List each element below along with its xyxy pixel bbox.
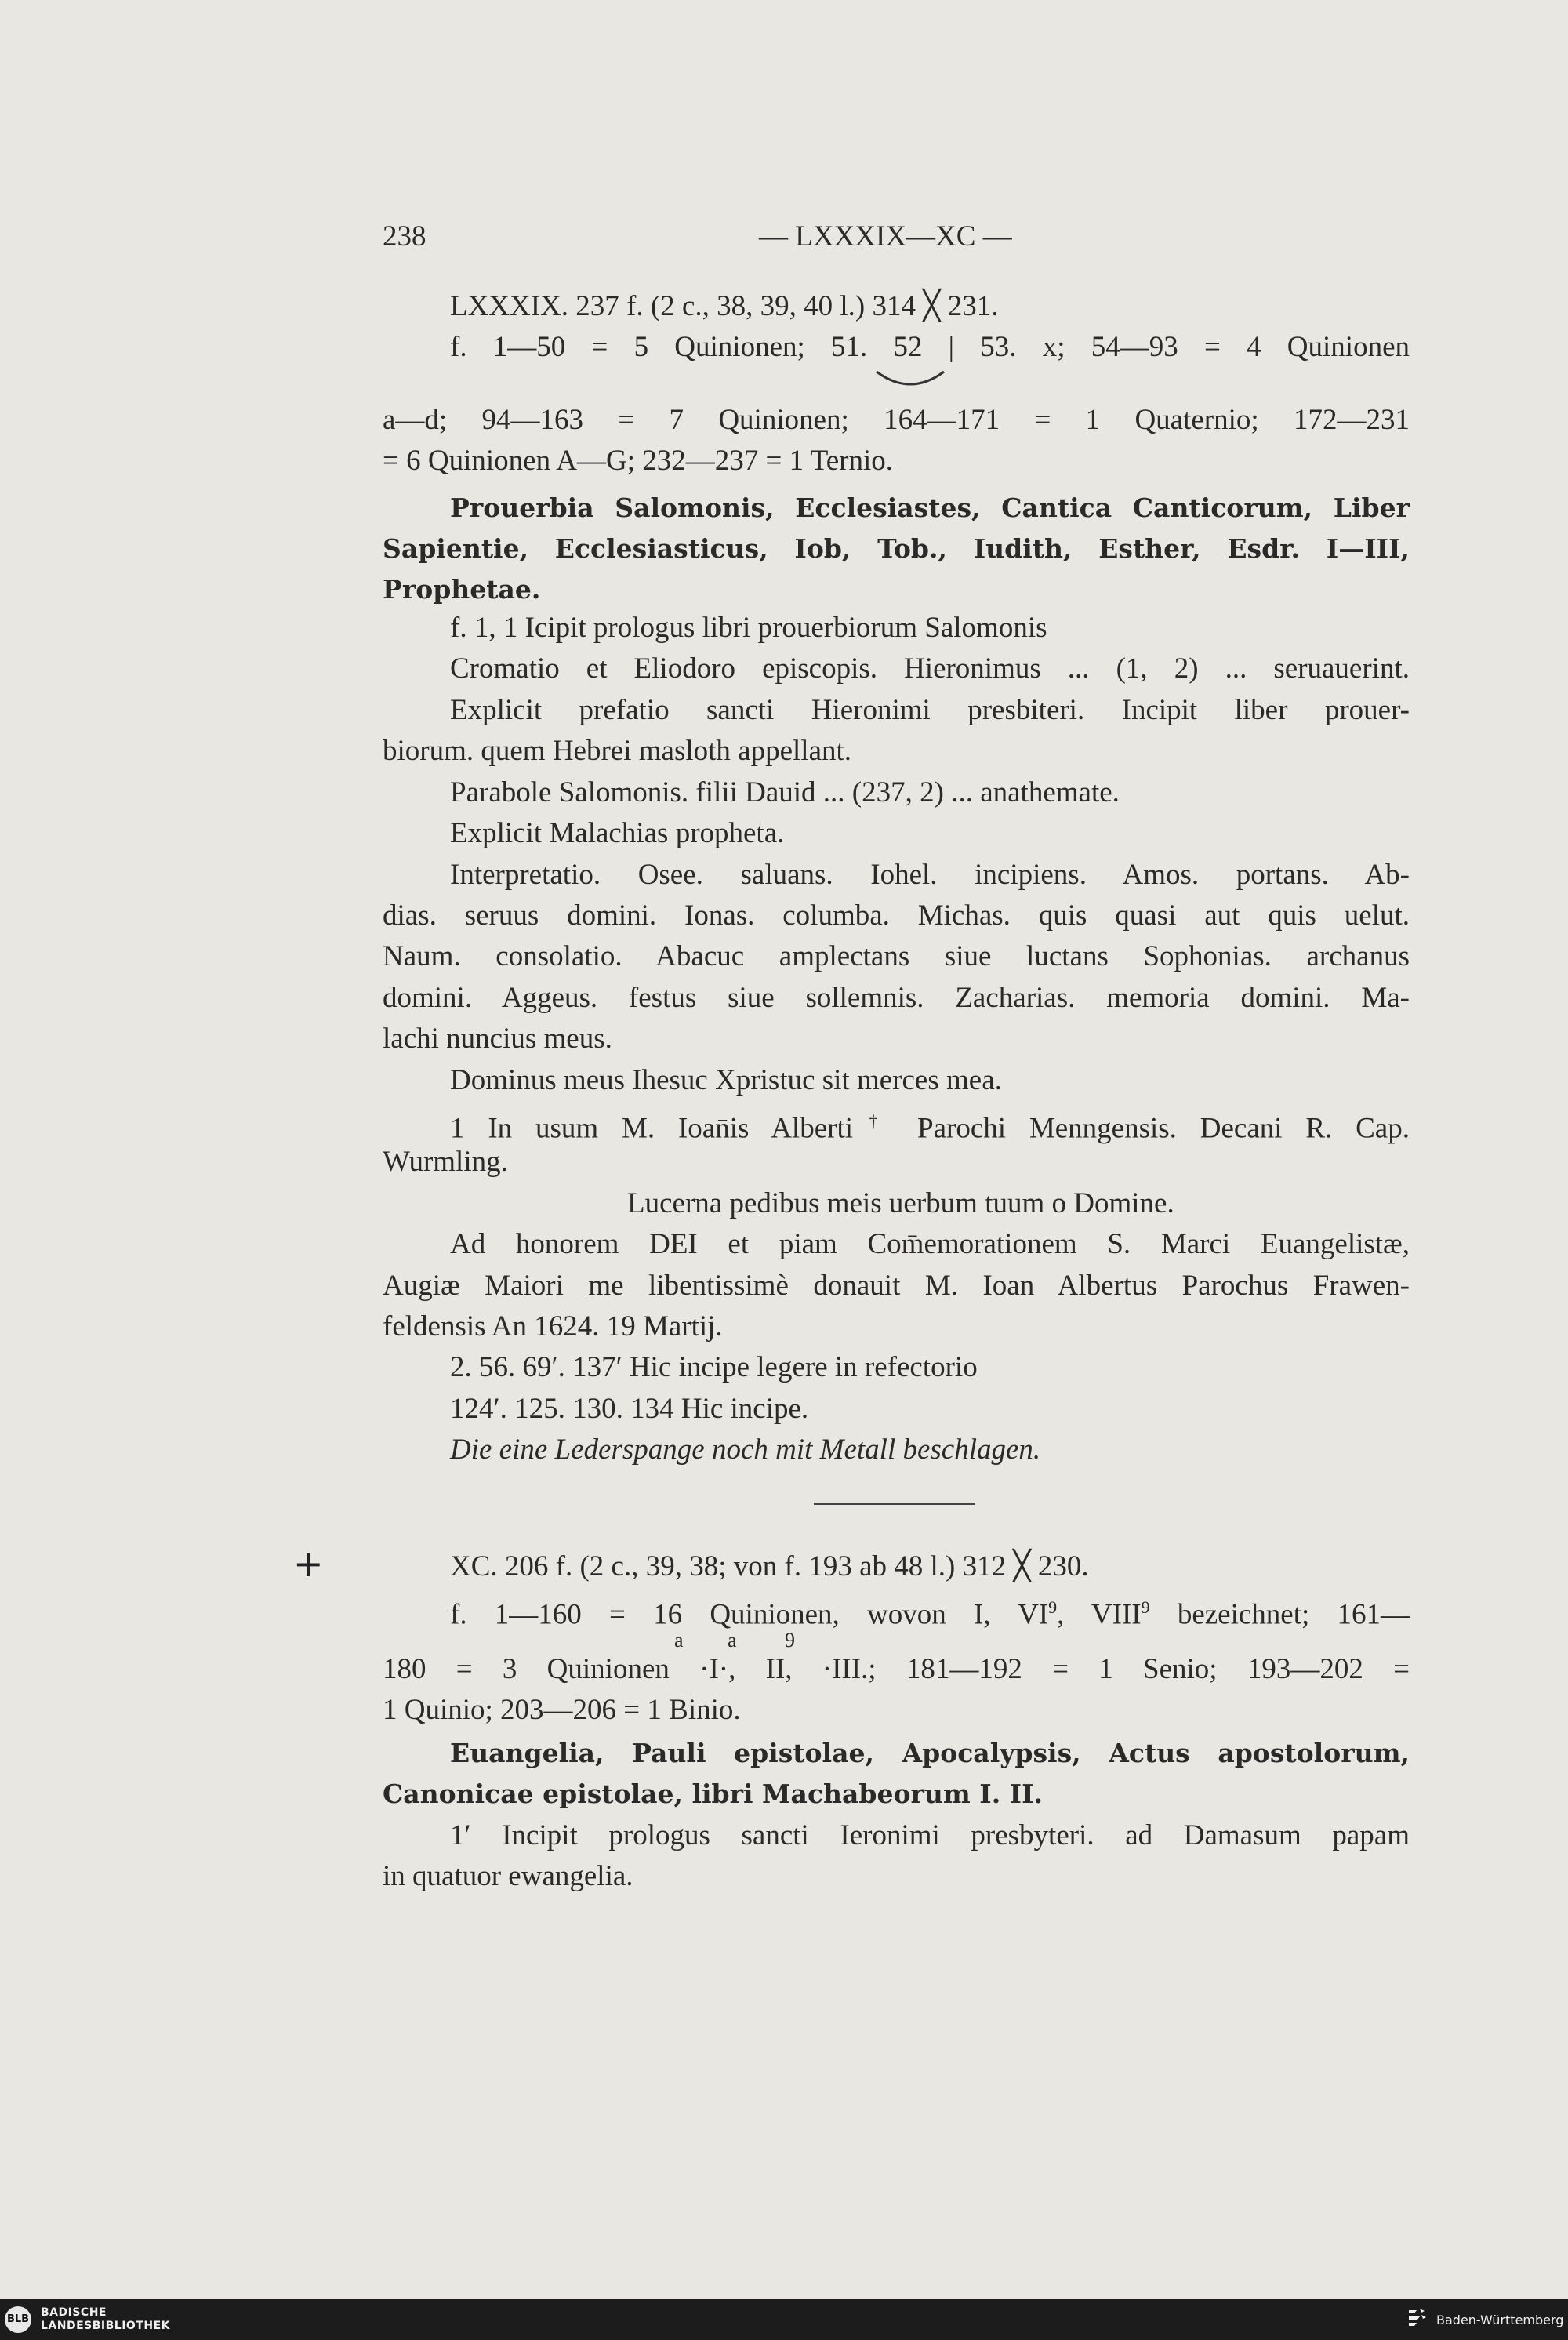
- collation-line: a—d; 94—163 = 7 Quinionen; 164—171 = 1 Quaternio; 172—231: [383, 404, 1410, 436]
- contents-line: Prouerbia Salomonis, Ecclesiastes, Cantica Canticorum, Liber: [450, 492, 1410, 523]
- library-name-line: BADISCHE: [41, 2306, 107, 2319]
- collation-part: , VIII: [1057, 1598, 1142, 1631]
- contents-line: Euangelia, Pauli epistolae, Apocalypsis, Actus apostolorum,: [450, 1738, 1410, 1768]
- text-line: Wurmling.: [383, 1146, 508, 1178]
- state-crest-icon: [1406, 2305, 1429, 2334]
- text-line: Parabole Salomonis. filii Dauid ... (237, 2) ... anathemate.: [450, 776, 1120, 808]
- dagger-mark: †: [853, 1111, 895, 1131]
- collation-line: [450, 1587, 1410, 1635]
- ownership-note-part: Parochi Menngensis. Decani R. Cap.: [894, 1112, 1410, 1145]
- page-number: 238: [383, 220, 426, 253]
- text-line: in quatuor ewangelia.: [383, 1860, 633, 1892]
- entry-heading: LXXXIX. 237 f. (2 c., 38, 39, 40 l.) 314 ╳ 231.: [450, 290, 999, 322]
- bracket-arc: [875, 369, 946, 391]
- library-name: [41, 2306, 170, 2333]
- blb-logo[interactable]: BLB: [5, 2306, 31, 2333]
- entry-heading: XC. 206 f. (2 c., 39, 38; von f. 193 ab 48 l.) 312 ╳ 230.: [450, 1550, 1089, 1582]
- collation-line: f. 1—50 = 5 Quinionen; 51. 52 | 53. x; 54—93 = 4 Quinionen: [450, 331, 1410, 363]
- text-line: Naum. consolatio. Abacuc amplectans siue luctans Sophonias. archanus: [383, 940, 1410, 972]
- plus-mark: +: [293, 1542, 324, 1585]
- state-label[interactable]: Baden-Württemberg: [1436, 2313, 1564, 2327]
- text-line: lachi nuncius meus.: [383, 1023, 612, 1055]
- text-line: Explicit Malachias propheta.: [450, 817, 785, 849]
- contents-line: Prophetae.: [383, 574, 541, 605]
- text-line: Cromatio et Eliodoro episcopis. Hieronimus ... (1, 2) ... seruauerint.: [450, 652, 1410, 685]
- text-line: dias. seruus domini. Ionas. columba. Michas. quis quasi aut quis uelut.: [383, 899, 1410, 932]
- donation-note: feldensis An 1624. 19 Martij.: [383, 1310, 723, 1343]
- text-line: Explicit prefatio sancti Hieronimi presbiteri. Incipit liber prouer-: [450, 694, 1410, 726]
- text-line: Interpretatio. Osee. saluans. Iohel. incipiens. Amos. portans. Ab-: [450, 859, 1410, 891]
- reading-marks: 124′. 125. 130. 134 Hic incipe.: [450, 1393, 809, 1425]
- viewer-footer: [0, 2299, 1568, 2340]
- contents-line: Sapientie, Ecclesiasticus, Iob, Tob., Iudith, Esther, Esdr. I—III,: [383, 533, 1410, 564]
- section-divider: [814, 1503, 975, 1505]
- donation-note: Ad honorem DEI et piam Com̄emorationem S. Marci Euangelistæ,: [450, 1228, 1410, 1260]
- text-line: biorum. quem Hebrei masloth appellant.: [383, 735, 852, 767]
- collation-part: f. 1—160 = 16 Quinionen, wovon I, VI: [450, 1598, 1049, 1631]
- overmark: 9: [785, 1629, 795, 1651]
- collation-line: 1 Quinio; 203—206 = 1 Binio.: [383, 1694, 741, 1726]
- text-line: Dominus meus Ihesuc Xpristuc sit merces mea.: [450, 1064, 1002, 1096]
- overmark: a: [674, 1629, 684, 1651]
- collation-line: = 6 Quinionen A—G; 232—237 = 1 Ternio.: [383, 445, 893, 477]
- library-name-line: LANDESBIBLIOTHEK: [41, 2320, 171, 2332]
- contents-line: Canonicae epistolae, libri Machabeorum I. II.: [383, 1779, 1044, 1809]
- text-line: f. 1, 1 Icipit prologus libri prouerbiorum Salomonis: [450, 612, 1047, 644]
- donation-note: Augiæ Maiori me libentissimè donauit M. Ioan Albertus Parochus Frawen-: [383, 1270, 1410, 1302]
- ownership-note: [450, 1101, 1410, 1149]
- collation-part: bezeichnet; 161—: [1149, 1598, 1410, 1631]
- superscript: 9: [1048, 1597, 1058, 1617]
- collation-line: 180 = 3 Quinionen ·I·, II, ·III.; 181—192 = 1 Senio; 193—202 =: [383, 1653, 1410, 1685]
- reading-marks: 2. 56. 69′. 137′ Hic incipe legere in refectorio: [450, 1351, 978, 1383]
- ownership-note-part: 1 In usum M. Ioan̄is Alberti: [450, 1112, 853, 1145]
- superscript: 9: [1141, 1597, 1150, 1617]
- text-line: 1′ Incipit prologus sancti Ieronimi presbyteri. ad Damasum papam: [450, 1819, 1410, 1851]
- text-line: domini. Aggeus. festus siue sollemnis. Zacharias. memoria domini. Ma-: [383, 982, 1410, 1014]
- motto-line: Lucerna pedibus meis uerbum tuum o Domine.: [627, 1187, 1174, 1219]
- running-title: — LXXXIX—XC —: [759, 220, 1012, 253]
- overmark: a: [728, 1629, 737, 1651]
- binding-note: Die eine Lederspange noch mit Metall beschlagen.: [450, 1433, 1041, 1466]
